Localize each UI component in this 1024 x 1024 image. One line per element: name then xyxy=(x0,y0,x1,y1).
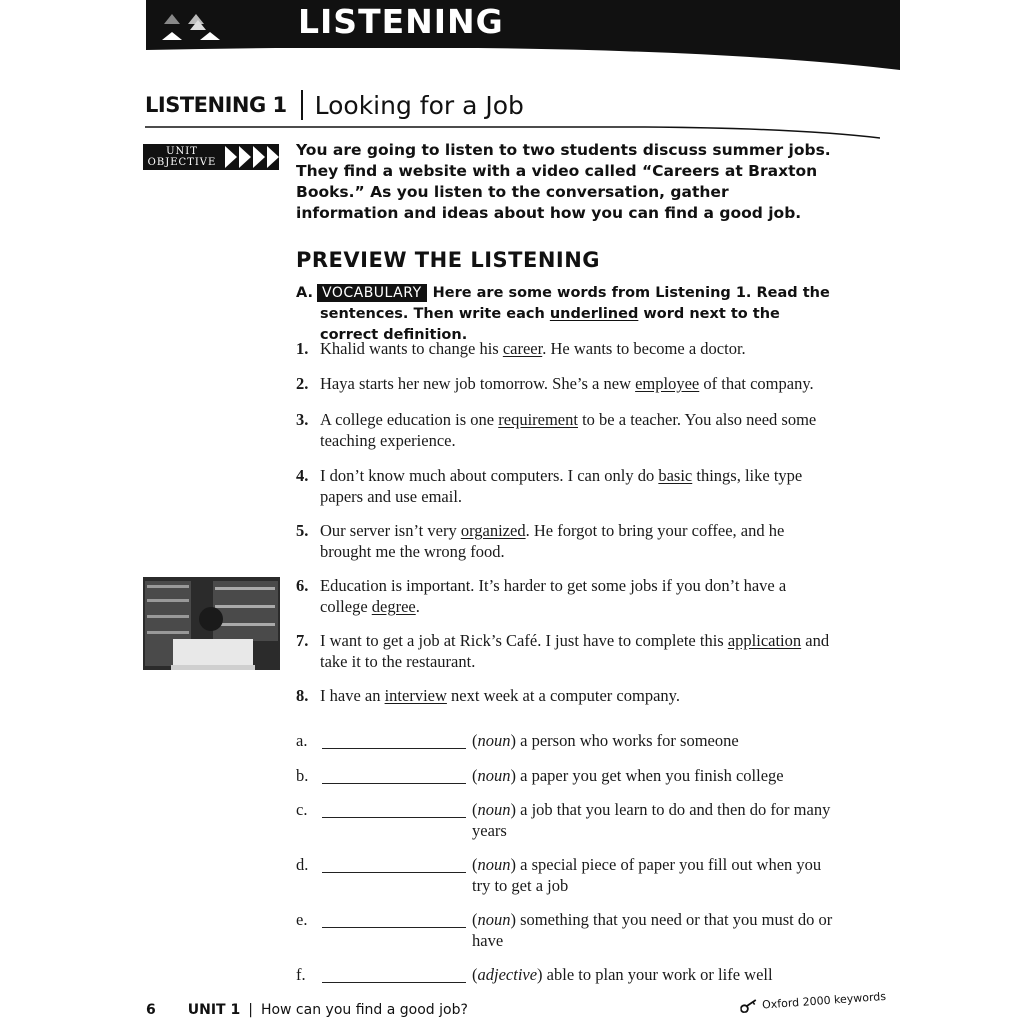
instruction-part-b: sentences. Then write each xyxy=(320,306,545,322)
banner-title: LISTENING xyxy=(298,2,504,41)
intro-paragraph: You are going to listen to two students discuss summer jobs. They find a website with a video called “Careers at Braxton Books.” As you listen to the conversation, gather information and ideas about how you can find a good job. xyxy=(296,141,831,222)
sentence-before: Khalid wants to change his xyxy=(320,339,503,358)
vocab-word: requirement xyxy=(498,410,578,429)
sentence-number: 3. xyxy=(296,410,309,429)
definition-text: (noun) a special piece of paper you fill out when you try to get a job xyxy=(472,855,822,895)
sentence-text xyxy=(320,465,836,507)
sentence-item xyxy=(296,465,836,507)
sentence-before: Education is important. It’s harder to get some jobs if you don’t have a college xyxy=(320,576,787,616)
sentence-text xyxy=(320,630,836,672)
definition-body: something that you need or that you must do or have xyxy=(472,910,833,950)
definition-body: a special piece of paper you fill out when you try to get a job xyxy=(472,855,822,895)
sentence-before: I want to get a job at Rick’s Café. I just have to complete this xyxy=(320,631,728,650)
sentence-number: 7. xyxy=(296,631,309,650)
definition-item xyxy=(296,730,836,751)
objective-line2: OBJECTIVE xyxy=(147,157,217,168)
instruction-underlined: underlined xyxy=(549,306,639,322)
sentence-number: 5. xyxy=(296,521,309,540)
answer-blank[interactable] xyxy=(322,730,466,749)
definition-letter: f. xyxy=(296,965,306,984)
lesson-title: Looking for a Job xyxy=(314,90,524,120)
unit-label: UNIT 1 xyxy=(187,1002,241,1018)
definition-body: a job that you learn to do and then do for many years xyxy=(472,800,831,840)
part-of-speech: noun xyxy=(477,855,511,874)
definition-body: able to plan your work or life well xyxy=(546,965,773,984)
answer-blank[interactable] xyxy=(322,964,466,983)
definition-letter: a. xyxy=(296,731,308,750)
lesson-label: LISTENING 1 xyxy=(145,93,287,117)
section-heading: PREVIEW THE LISTENING xyxy=(296,248,601,272)
part-of-speech: noun xyxy=(477,731,511,750)
vocab-word: career xyxy=(502,339,543,358)
answer-blank[interactable] xyxy=(322,799,466,818)
sentence-after: to be a teacher. You also need some teaching experience. xyxy=(320,410,817,450)
sentence-after: things, like type papers and use email. xyxy=(320,466,803,506)
vocabulary-badge: VOCABULARY xyxy=(317,284,427,302)
sentence-number: 4. xyxy=(296,466,309,485)
unit-question: How can you find a good job? xyxy=(260,1002,468,1018)
sentence-after: next week at a computer company. xyxy=(446,686,680,705)
answer-blank[interactable] xyxy=(322,909,466,928)
definition-text: (noun) a person who works for someone xyxy=(472,731,739,750)
sentence-after: of that company. xyxy=(699,374,814,393)
sentence-text xyxy=(320,373,836,394)
definition-item xyxy=(296,799,836,841)
sentence-before: Haya starts her new job tomorrow. She’s a new xyxy=(320,374,636,393)
definition-letter: e. xyxy=(296,910,308,929)
sentence-text xyxy=(320,338,836,359)
sentence-text xyxy=(320,685,836,706)
definition-item xyxy=(296,964,836,985)
sentence-text xyxy=(320,575,836,617)
vocab-word: degree xyxy=(371,597,416,616)
definition-item xyxy=(296,909,836,951)
sentence-item xyxy=(296,575,836,617)
sentence-after: and take it to the restaurant. xyxy=(320,631,830,671)
lesson-header xyxy=(145,88,524,122)
instruction-part-c: word next to the correct definition. xyxy=(320,306,780,343)
unit-objective-badge xyxy=(143,144,279,170)
sentence-before: Our server isn’t very xyxy=(320,521,461,540)
answer-blank[interactable] xyxy=(322,765,466,784)
sentence-number: 6. xyxy=(296,576,309,595)
sentence-item xyxy=(296,630,836,672)
definition-body: a paper you get when you finish college xyxy=(520,766,784,785)
page-number: 6 xyxy=(146,1002,156,1018)
sentence-number: 8. xyxy=(296,686,309,705)
definition-text: (noun) a job that you learn to do and then do for many years xyxy=(472,800,831,840)
definition-text: (adjective) able to plan your work or life well xyxy=(472,965,773,984)
objective-line1: UNIT xyxy=(166,146,198,157)
banner-triangles-icon xyxy=(160,10,220,40)
definition-text: (noun) something that you need or that you must do or have xyxy=(472,910,833,950)
sentence-item xyxy=(296,409,836,451)
sentence-item xyxy=(296,685,836,706)
header-rule xyxy=(145,126,880,140)
part-of-speech: noun xyxy=(477,800,511,819)
instruction-part-a: Here are some words from Listening 1. Read the xyxy=(432,285,830,301)
sentence-item xyxy=(296,520,836,562)
sentence-item xyxy=(296,338,836,359)
banner-curve xyxy=(146,40,900,80)
keywords-label: Oxford 2000 keywords xyxy=(761,989,887,1012)
sentence-item xyxy=(296,373,836,394)
definition-letter: b. xyxy=(296,766,309,785)
sentence-before: I don’t know much about computers. I can only do xyxy=(320,466,659,485)
definition-item xyxy=(296,854,836,896)
footer-separator: | xyxy=(248,1002,253,1018)
sentence-text xyxy=(320,520,836,562)
definition-letter: c. xyxy=(296,800,308,819)
definition-item xyxy=(296,765,836,786)
arrows-icon xyxy=(223,144,279,170)
sentence-after: . xyxy=(415,597,420,616)
definition-text: (noun) a paper you get when you finish college xyxy=(472,766,784,785)
vocab-word: application xyxy=(727,631,802,650)
key-icon xyxy=(740,998,759,1013)
sentence-after: . He wants to become a doctor. xyxy=(542,339,746,358)
library-photo xyxy=(143,577,280,670)
part-of-speech: noun xyxy=(477,766,511,785)
exercise-letter: A. xyxy=(296,285,313,301)
part-of-speech: noun xyxy=(477,910,511,929)
part-of-speech: adjective xyxy=(477,965,538,984)
header-divider xyxy=(301,90,303,120)
definition-body: a person who works for someone xyxy=(520,731,739,750)
sentence-before: I have an xyxy=(320,686,385,705)
vocab-word: organized xyxy=(460,521,526,540)
vocab-word: interview xyxy=(384,686,447,705)
sentence-after: . He forgot to bring your coffee, and he brought me the wrong food. xyxy=(320,521,785,561)
sentence-before: A college education is one xyxy=(320,410,499,429)
answer-blank[interactable] xyxy=(322,854,466,873)
vocab-word: basic xyxy=(658,466,693,485)
vocab-word: employee xyxy=(635,374,700,393)
sentence-number: 2. xyxy=(296,374,309,393)
exercise-instruction xyxy=(296,283,836,346)
sentence-number: 1. xyxy=(296,339,309,358)
definition-letter: d. xyxy=(296,855,309,874)
objective-label xyxy=(143,146,221,168)
sentence-text xyxy=(320,409,836,451)
